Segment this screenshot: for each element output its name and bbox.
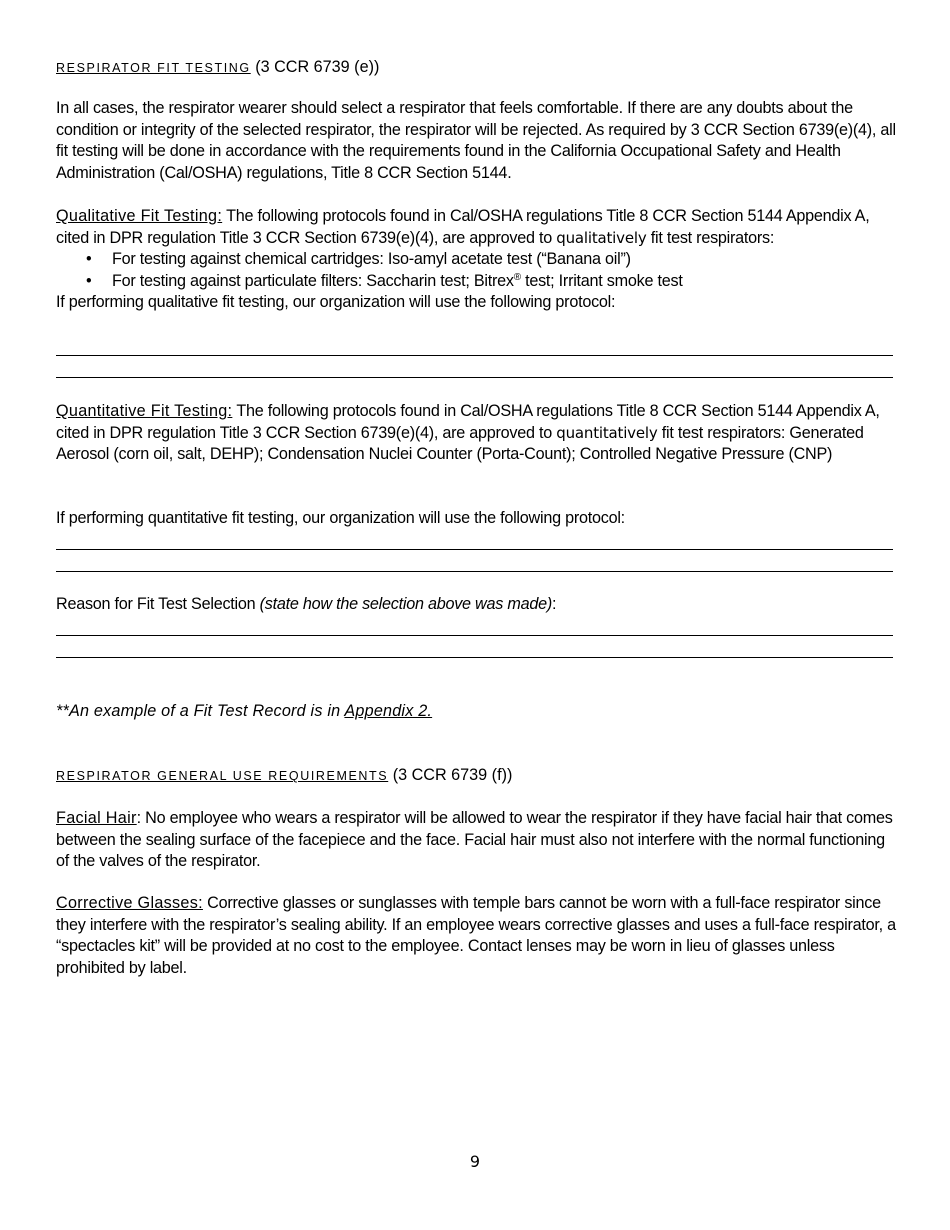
qualitative-answer-lines[interactable] <box>56 355 893 398</box>
section-citation: (3 CCR 6739 (f)) <box>388 766 513 784</box>
intro-paragraph: In all cases, the respirator wearer should select a respirator that feels comfortable. If there are any doubts about the condition or integrity of the selected respirator, the respirator will be rejected. As required by 3 CCR Section 6739(e)(4), all fit testing will be done in accordance with the requirements found in the California Occupational Safety and Health Administration (Cal/OSHA) regulations, Title 8 CCR Section 5144. <box>56 99 896 182</box>
section-title: RESPIRATOR GENERAL USE REQUIREMENTS <box>56 769 389 783</box>
section-title: RESPIRATOR FIT TESTING <box>56 61 251 75</box>
facial-hair-paragraph <box>56 808 898 873</box>
corrective-glasses-label: Corrective Glasses: <box>56 894 203 912</box>
answer-line[interactable] <box>56 355 893 356</box>
answer-line[interactable] <box>56 657 893 658</box>
page-number: 9 <box>469 1152 481 1171</box>
answer-line[interactable] <box>56 635 893 636</box>
quantitative-paragraph <box>56 401 898 466</box>
answer-line[interactable] <box>56 571 893 572</box>
reason-hint: (state how the selection above was made) <box>259 595 552 613</box>
example-note-text: **An example of a Fit Test Record is in <box>56 702 345 720</box>
section-heading-general-use <box>56 765 512 788</box>
qualitative-label: Qualitative Fit Testing: <box>56 207 223 225</box>
reason-label <box>56 594 898 616</box>
corrective-glasses-text: Corrective glasses or sunglasses with temple bars cannot be worn with a full-face respirator since they interfere with the respirator’s sealing ability. If an employee wears corrective glasses and uses a full-face respirator, a “spectacles kit” will be provided at no cost to the employee. Contact lenses may be worn in lieu of glasses unless prohibited by label. <box>56 894 896 977</box>
qualitative-paragraph <box>56 206 898 314</box>
facial-hair-text: : No employee who wears a respirator will be allowed to wear the respirator if they have facial hair that comes between the sealing surface of the facepiece and the face. Facial hair must also not interfere with the normal functioning of the valves of the respirator. <box>56 809 893 871</box>
list-item-text: For testing against chemical cartridges: Iso-amyl acetate test (“Banana oil”) <box>112 250 631 269</box>
corrective-glasses-paragraph <box>56 893 898 979</box>
list-item <box>56 249 898 271</box>
qualitative-text: The following protocols found in Cal/OSHA regulations Title 8 CCR Section 5144 Appendix A, cited in DPR regulation Title 3 CCR Section 6739(e)(4), are approved to <box>56 207 870 247</box>
reason-answer-lines[interactable] <box>56 635 893 678</box>
quantitative-emphasis: quantitatively <box>556 423 658 442</box>
answer-line[interactable] <box>56 377 893 378</box>
section-citation: (3 CCR 6739 (e)) <box>250 58 380 76</box>
section-heading-fit-testing <box>56 57 379 80</box>
list-item <box>56 271 898 293</box>
quantitative-text: The following protocols found in Cal/OSHA regulations Title 8 CCR Section 5144 Appendix A, cited in DPR regulation Title 3 CCR Section 6739(e)(4), are approved to <box>56 402 880 442</box>
reason-label-text: Reason for Fit Test Selection <box>56 595 260 613</box>
facial-hair-label: Facial Hair <box>56 809 137 827</box>
example-note <box>56 701 898 723</box>
quantitative-label: Quantitative Fit Testing: <box>56 402 233 420</box>
qualitative-text-end: fit test respirators: <box>646 228 775 247</box>
qualitative-emphasis: qualitatively <box>556 228 647 247</box>
quantitative-prompt: If performing quantitative fit testing, our organization will use the following protocol: <box>56 509 625 527</box>
registered-mark: ® <box>513 271 521 283</box>
reason-colon: : <box>551 595 557 613</box>
quantitative-text-end: fit test respirators: Generated Aerosol (corn oil, salt, DEHP); Condensation Nuclei Counter (Porta-Count); Controlled Negative Pressure (CNP) <box>56 423 864 464</box>
list-item-text-end: test; Irritant smoke test <box>520 271 683 290</box>
qualitative-prompt: If performing qualitative fit testing, our organization will use the following protocol: <box>56 293 616 312</box>
answer-line[interactable] <box>56 549 893 550</box>
quantitative-answer-lines[interactable] <box>56 549 893 592</box>
list-item-text: For testing against particulate filters: Saccharin test; Bitrex <box>112 271 514 290</box>
appendix-link[interactable]: Appendix 2. <box>344 702 433 720</box>
qualitative-protocol-list <box>56 249 898 292</box>
